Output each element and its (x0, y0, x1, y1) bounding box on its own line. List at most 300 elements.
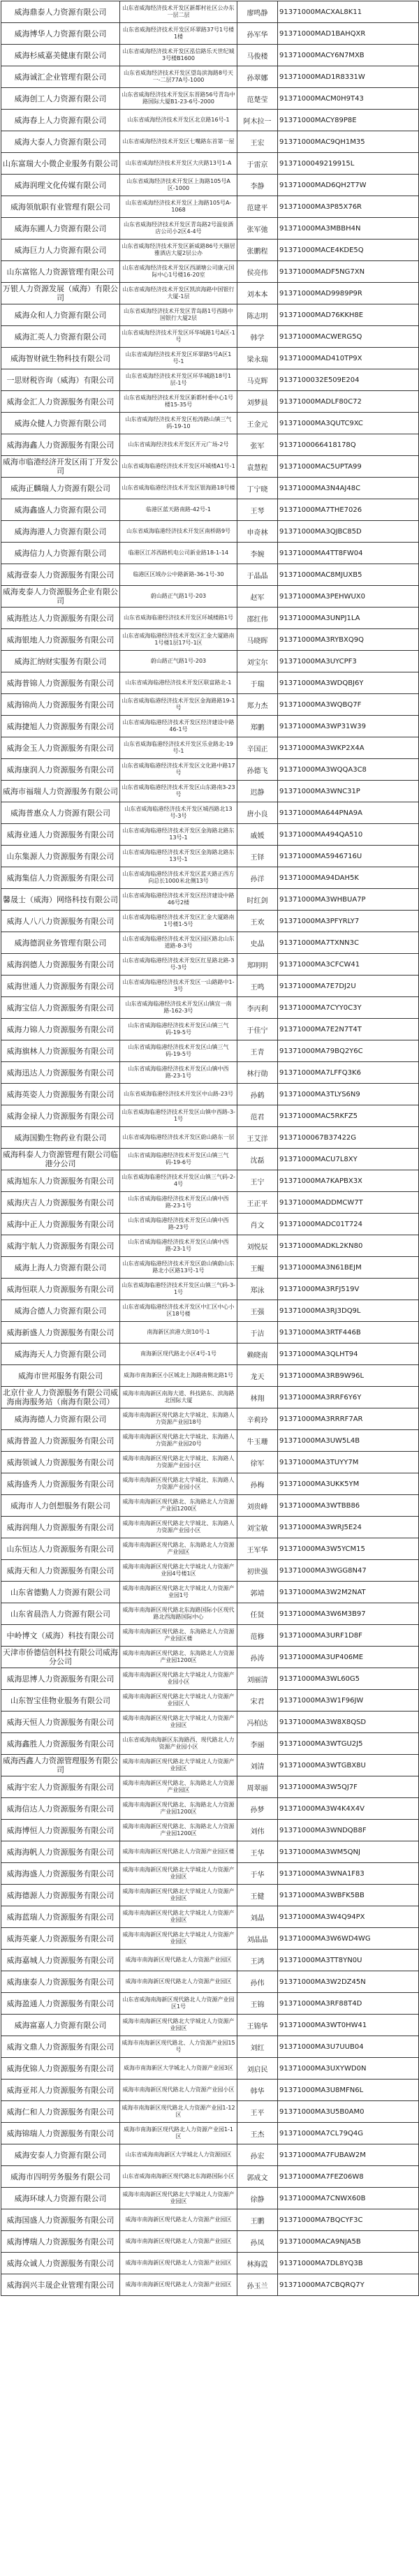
legal-person-cell: 丁宁晓 (237, 478, 278, 499)
credit-code-cell: 91371000MA3W6M3B97 (278, 1603, 419, 1625)
company-name-cell: 威海盛秀人力资源服务有限公司 (1, 1473, 120, 1495)
address-cell: 威海市南海新区南海大道、科技路东、滨海路北国际大厦 (120, 1387, 237, 1408)
company-name-cell: 威海合德人力资源有限公司 (1, 1300, 120, 1322)
credit-code-cell: 91371000MA3WGG8N47 (278, 1560, 419, 1582)
legal-person-cell: 韩华 (237, 2080, 278, 2101)
credit-code-cell: 91371000MA3PFYRLY7 (278, 911, 419, 932)
credit-code-cell: 91371000MACY89P8E (278, 110, 419, 131)
company-name-cell: 威海人八八力资源服务有限公司 (1, 911, 120, 932)
credit-code-cell: 91371000MA3WRJ5E24 (278, 1517, 419, 1538)
company-name-cell: 威海鑫胜人力资源服务有限公司 (1, 1733, 120, 1755)
credit-code-cell: 91371000MA3UYCPF3 (278, 651, 419, 672)
credit-code-cell: 91371000MA644PNA9A (278, 802, 419, 824)
address-cell: 山东省威海南海新区现代路北人力资源产业园区1号 (120, 1993, 237, 2015)
company-name-cell: 威海安泰人力资源有限公司 (1, 2144, 120, 2166)
legal-person-cell: 刘本本 (237, 283, 278, 304)
table-row (1, 1062, 419, 1084)
legal-person-cell: 郭成文 (237, 2166, 278, 2188)
credit-code-cell: 91371000MA3W5QJ7F (278, 1776, 419, 1798)
address-cell: 威海市南海新区现代路北大学城北人力资源产业园区 (120, 2188, 237, 2209)
table-row (1, 2209, 419, 2231)
company-name-cell: 威海旗林人力资源服务有限公司 (1, 1040, 120, 1062)
table-row (1, 1127, 419, 1149)
table-row (1, 1712, 419, 1733)
legal-person-cell: 张鹏程 (237, 240, 278, 261)
legal-person-cell: 时红剑 (237, 889, 278, 911)
credit-code-cell: 91371000MA3U5B0AM0 (278, 2101, 419, 2123)
company-name-cell: 威海大泰人力资源有限公司 (1, 131, 120, 153)
company-name-cell: 威海海鑫人力资源服务有限公司 (1, 434, 120, 456)
table-row (1, 1755, 419, 1776)
company-name-cell: 威海力锦人力资源服务有限公司 (1, 1019, 120, 1040)
credit-code-cell: 91371000MACM0H9T43 (278, 88, 419, 110)
company-name-cell: 威海迅达人力资源服务有限公司 (1, 1062, 120, 1084)
table-row (1, 1582, 419, 1603)
company-name-cell: 威海信力人力资源有限公司 (1, 543, 120, 564)
legal-person-cell: 王鸿 (237, 1950, 278, 1971)
company-name-cell: 威海普锦人力资源服务有限公司 (1, 672, 120, 694)
legal-person-cell: 王欢 (237, 911, 278, 932)
table-row (1, 369, 419, 391)
legal-person-cell: 孙德飞 (237, 759, 278, 781)
table-row (1, 1928, 419, 1950)
address-cell: 山东省威海经济技术开发区新都村社区公办东一层二层 (120, 1, 237, 23)
credit-code-cell: 91371000MA3RF88T4D (278, 1993, 419, 2015)
table-row (1, 2253, 419, 2274)
legal-person-cell: 辛莉玲 (237, 1408, 278, 1430)
credit-code-cell: 91371000MA3WNDQB8F (278, 1820, 419, 1841)
company-name-cell: 威海盈通人力资源服务有限公司 (1, 1993, 120, 2015)
table-row (1, 2123, 419, 2144)
address-cell: 威海市南海新区现代路北大学城北人力资源产业园区 (120, 1755, 237, 1776)
address-cell: 山东省威海临港经济技术开发区山镇中西路-23-1号 (120, 1235, 237, 1257)
address-cell: 山东省威海经济技术开发区环翠路5号A区1号-1 (120, 348, 237, 369)
credit-code-cell: 91371000MA3UKK5YM (278, 1473, 419, 1495)
address-cell: 威海市南海新区现代路北、东海路北人力资源产业园1200区 (120, 1495, 237, 1517)
address-cell: 临港区蓝天路南路-42号-1 (120, 499, 237, 521)
company-name-cell: 威海集信人力资源服务有限公司 (1, 867, 120, 889)
address-cell: 山东省威海临港经济技术开发区山镇中西路-3-1号 (120, 1105, 237, 1127)
table-row (1, 478, 419, 499)
table-row (1, 1733, 419, 1755)
address-cell: 山东省威海临港经济技术开发区山镇宜一南路-162-3号 (120, 997, 237, 1019)
company-name-cell: 威海润德人力资源服务有限公司 (1, 954, 120, 976)
table-row (1, 1192, 419, 1214)
credit-code-cell: 91371000MA3RYBXQ9Q (278, 629, 419, 651)
legal-person-cell: 郑鹏 (237, 716, 278, 737)
credit-code-cell: 91371000MA3UNPJ1LA (278, 608, 419, 629)
credit-code-cell: 91371000MA3WQQA3C8 (278, 759, 419, 781)
legal-person-cell: 马俊楼 (237, 45, 278, 66)
legal-person-cell: 郑泳 (237, 1279, 278, 1300)
credit-code-cell: 91371000MA3N61BEJM (278, 1257, 419, 1279)
legal-person-cell: 梁永瑞 (237, 348, 278, 369)
credit-code-cell: 91371000MADKL2KN80 (278, 1235, 419, 1257)
company-name-cell: 天津市侨德信创科技有限公司威海分公司 (1, 1647, 120, 1668)
credit-code-cell: 91371000MA3UP406ME (278, 1647, 419, 1668)
credit-code-cell: 91371000MA3WHBUA7P (278, 889, 419, 911)
address-cell: 山东省威海临港经济技术开发区山镇三气码-2-4号 (120, 1170, 237, 1192)
credit-code-cell: 91371000MA3QUTC9XC (278, 413, 419, 434)
table-row (1, 1235, 419, 1257)
address-cell: 威海市南海新区现代路北、东海路北人力资源产业园区 (120, 1776, 237, 1798)
company-name-cell: 威海天和人力资源服务有限公司 (1, 1560, 120, 1582)
legal-person-cell: 王军华 (237, 1538, 278, 1560)
credit-code-cell: 91371000MACWERG5Q (278, 326, 419, 348)
address-cell: 威海市南海新区现代路北人力资源产业园区 (120, 1950, 237, 1971)
address-cell: 山东省威海经济技术开发区泓信路乐天世纪城3号楼B1600 (120, 45, 237, 66)
address-cell: 山东省威海经济技术开发区环华城路18号1层-1号 (120, 369, 237, 391)
legal-person-cell: 任贤 (237, 1603, 278, 1625)
company-name-cell: 威海春上人力资源有限公司 (1, 110, 120, 131)
address-cell: 山东省威海临港经济技术开发区山镇三气码-19-5号 (120, 1040, 237, 1062)
company-name-cell: 威海汇英人力资源有限公司 (1, 326, 120, 348)
credit-code-cell: 91371000MA3U7UUB04 (278, 2036, 419, 2058)
address-cell: 威海市南海新区现代路北人力资源产业园区 (120, 2209, 237, 2231)
address-cell: 山东省威海临港经济技术开发区乐业路北-19号-1 (120, 737, 237, 759)
company-name-cell: 威海旭东人力资源服务有限公司 (1, 1170, 120, 1192)
company-name-cell: 威海信达人力资源服务有限公司 (1, 1798, 120, 1820)
table-row (1, 1322, 419, 1344)
table-row (1, 261, 419, 283)
company-name-cell: 威海天恒人力资源服务有限公司 (1, 1712, 120, 1733)
credit-code-cell: 91371000MADF5NG7XN (278, 261, 419, 283)
address-cell: 山东省威海临港经济技术开发区蔚山路东一层 (120, 1127, 237, 1149)
address-cell: 威海市南海新区现代路北人力资源产业园1-1区 (120, 2123, 237, 2144)
address-cell: 威海市南海新区现代路北人力资源产业园区 (120, 2231, 237, 2253)
table-row (1, 1993, 419, 2015)
credit-code-cell: 91371000MA7CBQRQ7Y (278, 2274, 419, 2296)
table-row (1, 348, 419, 369)
credit-code-cell: 91371000MA3WTGU2J5 (278, 1733, 419, 1755)
credit-code-cell: 91371000MA3RJ3DQ9L (278, 1300, 419, 1322)
company-name-cell: 威海世通人力资源服务有限公司 (1, 976, 120, 997)
legal-person-cell: 范君 (237, 1105, 278, 1127)
legal-person-cell: 刘丽清 (237, 1668, 278, 1690)
table-row (1, 66, 419, 88)
credit-code-cell: 91371000MA3UW5L4B (278, 1430, 419, 1452)
company-name-cell: 威海金汇人力资源服务有限公司 (1, 391, 120, 413)
company-name-cell: 威海麦泰人力资源服务企业有限公司 (1, 586, 120, 608)
company-name-cell: 威海锦瑞人力资源服务有限公司 (1, 2123, 120, 2144)
company-name-cell: 山东恒达人力资源服务有限公司 (1, 1538, 120, 1560)
address-cell: 山东省威海南海新区大学城北人力资源园区 (120, 2144, 237, 2166)
legal-person-cell: 于华 (237, 1863, 278, 1885)
company-name-cell: 威海富嘉人力资源有限公司 (1, 2015, 120, 2036)
table-row (1, 954, 419, 976)
company-name-cell: 威海润翔人力资源服务有限公司 (1, 1517, 120, 1538)
address-cell: 威海市南海新区现代路北大学城北人力资源产业园区 (120, 1863, 237, 1885)
company-name-cell: 威海思博人力资源服务有限公司 (1, 1668, 120, 1690)
legal-person-cell: 王锦华 (237, 2015, 278, 2036)
company-name-cell: 威海恒联人力资源服务有限公司 (1, 1279, 120, 1300)
address-cell: 威海市南海新区现代路北大学城北、东海路人力资源产业园小区 (120, 1473, 237, 1495)
legal-person-cell: 郑明明 (237, 954, 278, 976)
legal-person-cell: 史晶 (237, 932, 278, 954)
legal-person-cell: 孙洋 (237, 867, 278, 889)
legal-person-cell: 迟静 (237, 781, 278, 802)
credit-code-cell: 91371000MAC9QH1M35 (278, 131, 419, 153)
address-cell: 威海市南海新区现代路北人力资源产业园区 (120, 2274, 237, 2296)
table-row (1, 110, 419, 131)
table-row (1, 889, 419, 911)
table-row (1, 1430, 419, 1452)
credit-code-cell: 91371000MAD1R8331W (278, 66, 419, 88)
company-name-cell: 威海海德人力资源有限公司 (1, 1408, 120, 1430)
credit-code-cell: 91371000MA7KAPBX3X (278, 1170, 419, 1192)
table-row (1, 737, 419, 759)
legal-person-cell: 王青 (237, 1040, 278, 1062)
company-name-cell: 威海西鑫人力资源管理服务有限公司 (1, 1755, 120, 1776)
table-row (1, 1040, 419, 1062)
legal-person-cell: 龙天 (237, 1365, 278, 1387)
address-cell: 南海新区现代路北小区4号-1号 (120, 1344, 237, 1365)
company-name-cell: 威海鑫盛人力资源有限公司 (1, 499, 120, 521)
table-row (1, 911, 419, 932)
table-row (1, 2036, 419, 2058)
table-row (1, 413, 419, 434)
address-cell: 威海市南海新区现代路北大学城北、东海路人力资源产业园小区 (120, 1517, 237, 1538)
company-name-cell: 山东集源人力资源服务有限公司 (1, 846, 120, 867)
credit-code-cell: 91371000MA3N4AJ48C (278, 478, 419, 499)
table-body (1, 1, 419, 2296)
company-name-cell: 威海润兴丰晟企业管理有限公司 (1, 2274, 120, 2296)
table-row (1, 867, 419, 889)
legal-person-cell: 戚媛 (237, 824, 278, 846)
address-cell: 山东省威海临港经济技术开发区金海路路19-1号 (120, 694, 237, 716)
company-name-cell: 威海英姿人力资源服务有限公司 (1, 1084, 120, 1105)
company-name-cell: 威海银地人力资源服务有限公司 (1, 629, 120, 651)
company-name-cell: 威海东圃人力资源有限公司 (1, 218, 120, 240)
address-cell: 威海市南海新区现代路北大学城北、东海路人力资源产业园20号 (120, 1430, 237, 1452)
table-row (1, 391, 419, 413)
table-row (1, 456, 419, 478)
legal-person-cell: 王宏 (237, 131, 278, 153)
table-row (1, 694, 419, 716)
table-row (1, 824, 419, 846)
credit-code-cell: 91371000MA3W4Q94PX (278, 1906, 419, 1928)
company-name-cell: 威海中正人力资源服务有限公司 (1, 1214, 120, 1235)
legal-person-cell: 廖鸣静 (237, 1, 278, 23)
table-row (1, 1971, 419, 1993)
address-cell: 山东省威海经济技术开发区北京路16号-1 (120, 110, 237, 131)
credit-code-cell: 91371000MA3W2M2NAT (278, 1582, 419, 1603)
table-row (1, 434, 419, 456)
credit-code-cell: 91371000MADLF80C72 (278, 391, 419, 413)
legal-person-cell: 范建平 (237, 196, 278, 218)
legal-person-cell: 刘宝敏 (237, 1517, 278, 1538)
table-row (1, 2166, 419, 2188)
legal-person-cell: 唐小良 (237, 802, 278, 824)
legal-person-cell: 牛玉珊 (237, 1430, 278, 1452)
company-name-cell: 中岭博文（威海）科技有限公司 (1, 1625, 120, 1647)
table-row (1, 1625, 419, 1647)
credit-code-cell: 91371000MA3RB9W96L (278, 1365, 419, 1387)
legal-person-cell: 王杰 (237, 2123, 278, 2144)
company-name-cell: 威海杉威嘉美健康有限公司 (1, 45, 120, 66)
address-cell: 威海市南海新区现代路北、东海路北人力资源产业园1200区 (120, 1820, 237, 1841)
company-name-cell: 威海领航职有业管理有限公司 (1, 196, 120, 218)
table-row (1, 1603, 419, 1625)
company-name-cell: 山东富瑞大小微企业服务有限公司 (1, 153, 120, 175)
address-cell: 蔚山路正气路1号-203 (120, 651, 237, 672)
table-row (1, 1538, 419, 1560)
table-row (1, 1647, 419, 1668)
address-cell: 山东省威海经济技术开发区青岛路2号温泉酒店公司小2区4-4号 (120, 218, 237, 240)
company-name-cell: 山东省晨浩人力资源有限公司 (1, 1603, 120, 1625)
credit-code-cell: 91371000MA3MBBH4N (278, 218, 419, 240)
table-row (1, 802, 419, 824)
address-cell: 山东省威海经济技术开发区大庆路13号1-A (120, 153, 237, 175)
credit-code-cell: 9137100067B37422G (278, 1127, 419, 1149)
company-name-cell: 威海鼎泰人力资源有限公司 (1, 1, 120, 23)
address-cell: 山东省威海临港经济技术开发区文化路中路17号 (120, 759, 237, 781)
address-cell: 山东省威海临港经济技术开发区金海路北路东13号-1 (120, 824, 237, 846)
legal-person-cell: 孙宏 (237, 2144, 278, 2166)
legal-person-cell: 陈志明 (237, 304, 278, 326)
legal-person-cell: 刘梦晨 (237, 391, 278, 413)
credit-code-cell: 91371000MA7CL79Q4G (278, 2123, 419, 2144)
legal-person-cell: 王锦 (237, 1993, 278, 2015)
table-row (1, 521, 419, 543)
legal-person-cell: 李丽 (237, 1733, 278, 1755)
legal-person-cell: 初世强 (237, 1560, 278, 1582)
table-row (1, 1344, 419, 1365)
credit-code-cell: 91371000MA7BQCYF3C (278, 2209, 419, 2231)
legal-person-cell: 刘伟 (237, 1820, 278, 1841)
table-row (1, 326, 419, 348)
credit-code-cell: 91371000MAD1BAHQXR (278, 23, 419, 45)
table-row (1, 997, 419, 1019)
table-row (1, 1820, 419, 1841)
company-name-cell: 北京什业人力资源服务有限公司威海南海服务站（南海有限公司） (1, 1387, 120, 1408)
address-cell: 威海市南海新区现代路北大学城北、东海路人力资源产业园小区 (120, 1452, 237, 1473)
credit-code-cell: 91371000MACY6N7MXB (278, 45, 419, 66)
credit-code-cell: 91371000MA3U8MFN6L (278, 2080, 419, 2101)
table-row (1, 23, 419, 45)
legal-person-cell: 辛国正 (237, 737, 278, 759)
table-row (1, 1279, 419, 1300)
legal-person-cell: 王艾洋 (237, 1127, 278, 1149)
legal-person-cell: 宋君 (237, 1690, 278, 1712)
company-name-cell: 威海宇宏人力资源服务有限公司 (1, 1776, 120, 1798)
table-row (1, 1365, 419, 1387)
legal-person-cell: 孙鹤 (237, 1084, 278, 1105)
address-cell: 威海市南海新区现代路北、东海路北人力资源产业园1200区 (120, 1647, 237, 1668)
table-row (1, 976, 419, 997)
legal-person-cell: 王强 (237, 1300, 278, 1322)
table-row (1, 1170, 419, 1192)
company-name-cell: 威海市世邦服务有限公司 (1, 1365, 120, 1387)
address-cell: 威海市南海新区现代路北人力资源产业园区楼 (120, 1841, 237, 1863)
address-cell: 山东省威海临港经济技术开发区红星路北路-3号-3号 (120, 954, 237, 976)
address-cell: 山东省威海临港经济技术开发区环城楼路1号 (120, 608, 237, 629)
address-cell: 山东省威海南海新区现代路北东海路国际小区 (120, 2166, 237, 2188)
legal-person-cell: 王铎 (237, 846, 278, 867)
company-name-cell: 威海诚汇企业管理有限公司 (1, 66, 120, 88)
table-row (1, 932, 419, 954)
address-cell: 山东省威海经济技术开发区开元广场-2号 (120, 434, 237, 456)
credit-code-cell: 91371000MA3W1F96JW (278, 1690, 419, 1712)
company-name-cell: 威海胜达人力资源服务有限公司 (1, 608, 120, 629)
table-row (1, 1149, 419, 1170)
address-cell: 山东省威海经济技术开发区青岛路1号西路中国银行大厦2层 (120, 304, 237, 326)
address-cell: 威海市南海新区小区城北上海路南侧北路1号 (120, 1365, 237, 1387)
legal-person-cell: 郭靖 (237, 1582, 278, 1603)
legal-person-cell: 郑力杰 (237, 694, 278, 716)
table-row (1, 88, 419, 110)
legal-person-cell: 孙军华 (237, 23, 278, 45)
address-cell: 山东省威海经济技术开发区松涛路山镇三气码-19-10 (120, 413, 237, 434)
credit-code-cell: 91371000MA5946716U (278, 846, 419, 867)
address-cell: 山东省威海临港经济技术开发区汇金大厦路南1号楼1层17号-1区 (120, 629, 237, 651)
table-row (1, 781, 419, 802)
legal-person-cell: 林海霞 (237, 2253, 278, 2274)
table-row (1, 2144, 419, 2166)
address-cell: 山东省威海经济技术开发区上海路105号A-1068 (120, 196, 237, 218)
table-row (1, 283, 419, 304)
address-cell: 山东省威海临港经济技术开发区银海路18号楼 (120, 478, 237, 499)
credit-code-cell: 91371000MA3WQBQ7F (278, 694, 419, 716)
legal-person-cell: 孙凤 (237, 2231, 278, 2253)
company-name-cell: 威海博华人力资源有限公司 (1, 23, 120, 45)
table-row (1, 1084, 419, 1105)
legal-person-cell: 沈磊 (237, 1149, 278, 1170)
table-row (1, 1257, 419, 1279)
legal-person-cell: 邵红伟 (237, 608, 278, 629)
company-name-cell: 威海嘉城人力资源服务有限公司 (1, 1950, 120, 1971)
address-cell: 威海市南海新区现代路北大学城北人力资源产业园区 (120, 1928, 237, 1950)
table-row (1, 1950, 419, 1971)
legal-person-cell: 孙玉兰 (237, 2274, 278, 2296)
credit-code-cell: 91371000MA3TUYY7M (278, 1452, 419, 1473)
address-cell: 威海市南海新区现代路北人力资源产业园1-12区 (120, 2101, 237, 2123)
table-row (1, 153, 419, 175)
address-cell: 威海市南海新区现代路北大学城北人力资源产业园1号 (120, 1582, 237, 1603)
table-row (1, 1841, 419, 1863)
credit-code-cell: 91371000MA3PEHWUX0 (278, 586, 419, 608)
table-row (1, 1668, 419, 1690)
address-cell: 山东省威海经济技术开发区七嘴路东首第一屋 (120, 131, 237, 153)
company-name-cell: 威海普盈人力资源服务有限公司 (1, 1430, 120, 1452)
table-row (1, 1214, 419, 1235)
table-row (1, 1408, 419, 1430)
legal-person-cell: 周翠丽 (237, 1776, 278, 1798)
table-row (1, 1495, 419, 1517)
legal-person-cell: 徐静 (237, 2188, 278, 2209)
address-cell: 威海市南海新区现代路北东海路国际小区现代路北西海路国际中心 (120, 1603, 237, 1625)
address-cell: 山东省威海临港经济技术开发区山镇中西路-23-1号 (120, 1062, 237, 1084)
company-name-cell: 威海博瑞人力资源服务有限公司 (1, 2231, 120, 2253)
address-cell: 威海市南海新区现代路北大学城北人力资源产业园4号楼1区 (120, 1560, 237, 1582)
table-row (1, 759, 419, 781)
credit-code-cell: 91371000MA3W6WD4WG (278, 1928, 419, 1950)
address-cell: 山东省威海经济技术开发区环翠路37号1号楼1楼 (120, 23, 237, 45)
credit-code-cell: 91371000MA7FUBAW2M (278, 2144, 419, 2166)
company-name-cell: 威海宇航人力资源服务有限公司 (1, 1235, 120, 1257)
legal-person-cell: 孙梦 (237, 1798, 278, 1820)
credit-code-cell: 91371000MAD6QH2T7W (278, 175, 419, 196)
company-name-cell: 万银人力资源发展（威海）有限公司 (1, 283, 120, 304)
table-row (1, 608, 419, 629)
address-cell: 临港区区域办公中路新路-36-1号-30 (120, 564, 237, 586)
credit-code-cell: 91371000MA3WTBB86 (278, 1495, 419, 1517)
company-name-cell: 威海捷旭人力资源服务有限公司 (1, 716, 120, 737)
company-name-cell: 山东富铭人力资源管理有限公司 (1, 261, 120, 283)
legal-person-cell: 孙梅 (237, 1473, 278, 1495)
company-name-cell: 威海市福瑞人力资源服务有限公司 (1, 781, 120, 802)
table-row (1, 240, 419, 261)
